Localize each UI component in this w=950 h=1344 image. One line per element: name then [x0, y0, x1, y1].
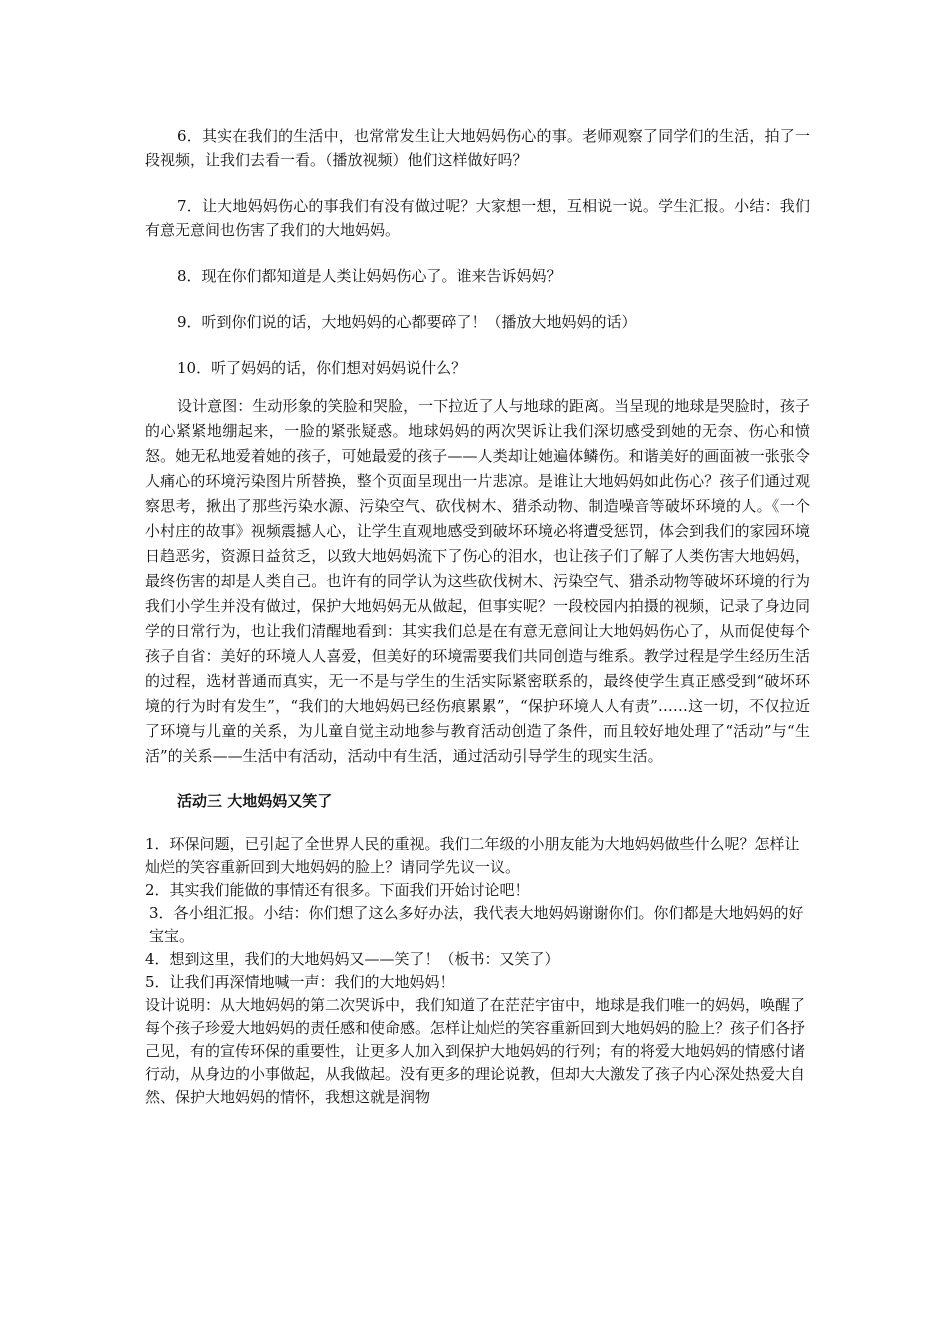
list-item: 2．其实我们能做的事情还有很多。下面我们开始讨论吧！: [145, 881, 530, 899]
list-item: 5．让我们再深情地喊一声：我们的大地妈妈！: [145, 973, 455, 991]
section-heading: 活动三 大地妈妈又笑了: [177, 792, 333, 810]
list-item: 4．想到这里，我们的大地妈妈又——笑了！（板书：又笑了）: [145, 950, 560, 968]
document-page: [145, 124, 810, 1109]
paragraph-step-10: 10．听了妈妈的话，你们想对妈妈说什么？: [177, 359, 467, 377]
activity-list: [145, 833, 810, 1109]
design-intent-paragraph: 设计意图：生动形象的笑脸和哭脸，一下拉近了人与地球的距离。当呈现的地球是哭脸时，孩子的心紧紧地绷起来，一脸的紧张疑惑。地球妈妈的两次哭诉让我们深切感受到她的无奈、伤心和愤怒。她无私地爱着她的孩子，可她最爱的孩子——人类却让她遍体鳞伤。和谐美好的画面被一张张令人痛心的环境污染图片所替换，整个页面呈现出一片悲凉。是谁让大地妈妈如此伤心？孩子们通过观察思考，揪出了那些污染水源、污染空气、砍伐树木、猎杀动物、制造噪音等破坏环境的人。《一个小村庄的故事》视频震撼人心，让学生直观地感受到破坏环境必将遭受惩罚，体会到我们的家园环境日趋恶劣，资源日益贫乏，以致大地妈妈流下了伤心的泪水，也让孩子们了解了人类伤害大地妈妈，最终伤害的却是人类自己。也许有的同学认为这些砍伐树木、污染空气、猎杀动物等破坏环境的行为我们小学生并没有做过，保护大地妈妈无从做起，但事实呢？一段校园内拍摄的视频，记录了身边同学的日常行为，也让我们清醒地看到：其实我们总是在有意无意间让大地妈妈伤心了，从而促使每个孩子自省：美好的环境人人喜爱，但美好的环境需要我们共同创造与维系。教学过程是学生经历生活的过程，选材普通而真实，无一不是与学生的生活实际紧密联系的，最终使学生真正感受到“破坏环境的行为时有发生”，“我们的大地妈妈已经伤痕累累”，“保护环境人人有责”……这一切，不仅拉近了环境与儿童的关系，为儿童自觉主动地参与教育活动创造了条件，而且较好地处理了“活动”与“生活”的关系——生活中有活动，活动中有生活，通过活动引导学生的现实生活。: [145, 397, 810, 765]
paragraph-step-9: 9．听到你们说的话，大地妈妈的心都要碎了！（播放大地妈妈的话）: [177, 313, 637, 331]
list-item: 3．各小组汇报。小结：你们想了这么多好办法，我代表大地妈妈谢谢你们。你们都是大地妈妈的好宝宝。: [149, 904, 804, 945]
paragraph-step-6: 6．其实在我们的生活中，也常常发生让大地妈妈伤心的事。老师观察了同学们的生活，拍了一段视频，让我们去看一看。（播放视频）他们这样做好吗？: [145, 127, 810, 169]
paragraph-step-7: 7．让大地妈妈伤心的事我们有没有做过呢？大家想一想，互相说一说。学生汇报。小结：我们有意无意间也伤害了我们的大地妈妈。: [145, 197, 810, 239]
paragraph-step-8: 8．现在你们都知道是人类让妈妈伤心了。谁来告诉妈妈？: [177, 267, 562, 285]
list-item: 1．环保问题，已引起了全世界人民的重视。我们二年级的小朋友能为大地妈妈做些什么呢？怎样让灿烂的笑容重新回到大地妈妈的脸上？请同学先议一议。: [145, 835, 800, 876]
design-note-paragraph: 设计说明：从大地妈妈的第二次哭诉中，我们知道了在茫茫宇宙中，地球是我们唯一的妈妈，唤醒了每个孩子珍爱大地妈妈的责任感和使命感。怎样让灿烂的笑容重新回到大地妈妈的脸上？孩子们各抒己见，有的宣传环保的重要性，让更多人加入到保护大地妈妈的行列；有的将爱大地妈妈的情感付诸行动，从身边的小事做起，从我做起。没有更多的理论说教，但却大大激发了孩子内心深处热爱大自然、保护大地妈妈的情怀，我想这就是润物: [145, 996, 806, 1106]
